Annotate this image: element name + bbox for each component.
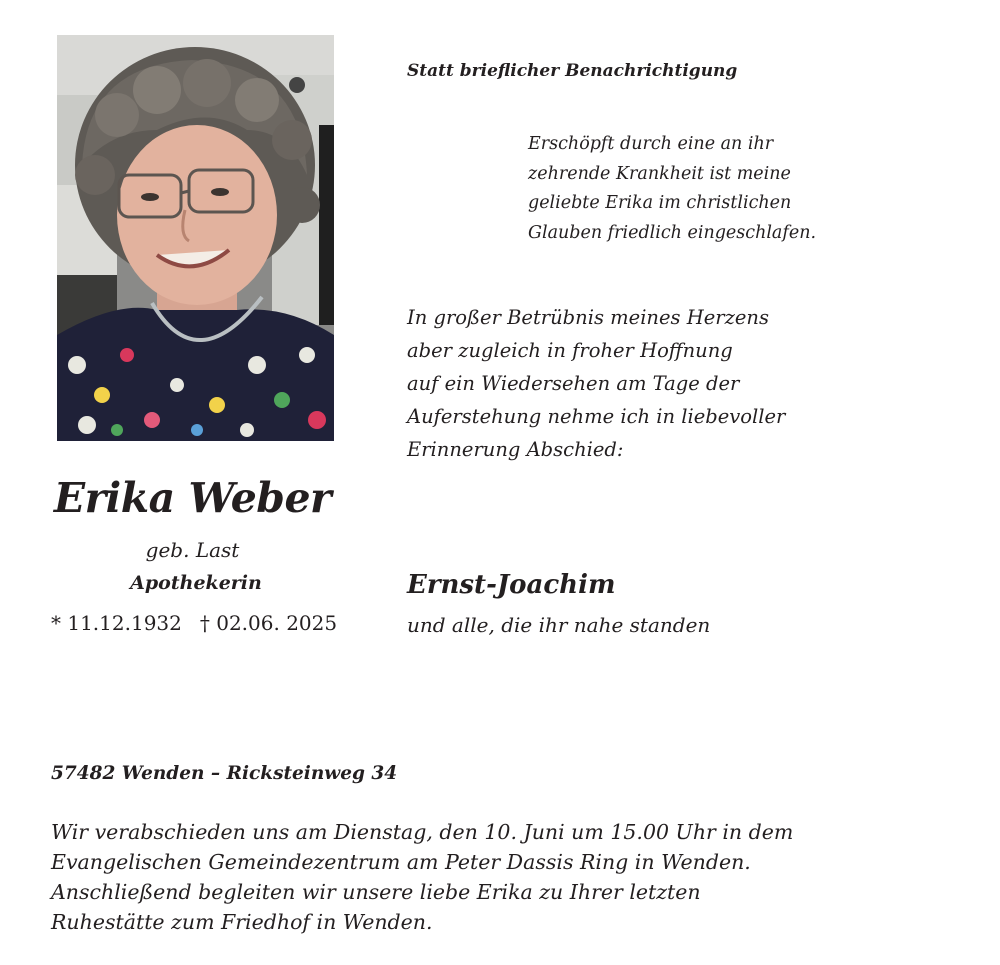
death-date: † 02.06. 2025	[199, 611, 338, 635]
quote-line: Glauben friedlich eingeschlafen.	[528, 222, 817, 243]
portrait-illustration	[57, 35, 334, 441]
service-line: Ruhestätte zum Friedhof in Wenden.	[51, 910, 433, 934]
life-dates	[51, 611, 337, 635]
farewell-line: Auferstehung nehme ich in liebevoller	[407, 405, 786, 428]
quote-line: zehrende Krankheit ist meine	[528, 163, 791, 184]
service-line: Anschließend begleiten wir unsere liebe Erika zu Ihrer letzten	[51, 880, 701, 904]
service-line: Evangelischen Gemeindezentrum am Peter Dassis Ring in Wenden.	[51, 850, 751, 874]
service-line: Wir verabschieden uns am Dienstag, den 10. Juni um 15.00 Uhr in dem	[51, 820, 794, 844]
quote-line: Erschöpft durch eine an ihr	[528, 134, 774, 154]
farewell-line: In großer Betrübnis meines Herzens	[407, 306, 769, 329]
deceased-name: Erika Weber	[53, 474, 332, 522]
farewell-line: Erinnerung Abschied:	[407, 438, 624, 461]
maiden-name: geb. Last	[145, 538, 240, 562]
profession: Apothekerin	[130, 572, 262, 594]
portrait-photo	[57, 35, 334, 441]
farewell-line: aber zugleich in froher Hoffnung	[407, 339, 733, 362]
signer-name: Ernst-Joachim	[407, 570, 616, 600]
notice-heading: Statt brieflicher Benachrichtigung	[407, 61, 738, 81]
mourner-address: 57482 Wenden – Ricksteinweg 34	[51, 763, 398, 784]
quote-block	[528, 130, 816, 248]
farewell-block	[407, 301, 785, 466]
farewell-line: auf ein Wiedersehen am Tage der	[407, 372, 740, 395]
quote-line: geliebte Erika im christlichen	[528, 193, 792, 213]
family-line: und alle, die ihr nahe standen	[407, 613, 711, 637]
birth-date: * 11.12.1932	[51, 611, 182, 635]
service-info	[51, 817, 793, 937]
